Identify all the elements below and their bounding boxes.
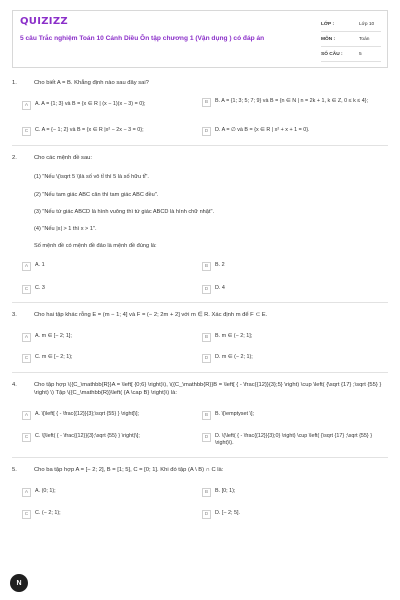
document-header	[12, 10, 388, 68]
option-text: A. (0; 1);	[35, 488, 56, 494]
option-letter: D	[202, 433, 211, 442]
meta-key: SỐ CÂU :	[321, 51, 343, 57]
statement-prompt: Số mệnh đề có mệnh đề đảo là mệnh đề đúng là:	[34, 243, 157, 249]
question-number: 2.	[12, 155, 17, 161]
divider	[12, 457, 388, 458]
option-text: B. m ∈ (− 2; 1];	[215, 333, 253, 339]
option-text: D. \(\left( { - \frac{{12}}{3};0} \right) \cup \left( {\sqrt {17} ;\sqrt {55} } \right)\).	[215, 433, 373, 447]
meta-row-grade	[321, 17, 381, 32]
meta-value: Lớp 10	[359, 21, 375, 27]
option-4d[interactable]	[202, 433, 376, 448]
question-number: 5.	[12, 467, 17, 473]
statement-3: (3) "Nếu tứ giác ABCD là hình vuông thì tứ giác ABCD là hình chữ nhật".	[34, 209, 215, 215]
divider	[12, 372, 388, 373]
question-text: Cho tập hợp \({C_\mathbb{R}}A = \left[ {0;6} \right)\), \({C_\mathbb{R}}B = \left[ { - \frac{{12}}{3};5} \right) \cup \left( {\sqrt {17} ;\sqrt {55} } \right) \) Tập \({C_\mathbb{R}}\left( {A \cap B} \right)\) là:	[34, 382, 382, 396]
statement-4: (4) "Nếu |x| > 1 thì x > 1".	[34, 226, 97, 232]
option-text: C. \[\left( { - \frac{{12}}{3};\sqrt {55} } \right)\];	[35, 433, 140, 439]
option-letter: D	[202, 354, 211, 363]
option-letter: C	[22, 354, 31, 363]
option-2a[interactable]	[22, 262, 192, 271]
option-3d[interactable]	[202, 354, 376, 363]
divider	[12, 302, 388, 303]
option-2c[interactable]	[22, 285, 192, 294]
option-2d[interactable]	[202, 285, 376, 294]
question-text: Cho các mệnh đề sau:	[34, 155, 93, 161]
question-text: Cho ba tập hợp A = [− 2; 2], B = [1; 5], C = [0; 1]. Khi đó tập (A \ B) ∩ C là:	[34, 467, 224, 473]
option-letter: D	[202, 285, 211, 294]
option-5c[interactable]	[22, 510, 192, 519]
option-text: D. 4	[215, 285, 225, 291]
question-number: 4.	[12, 382, 17, 388]
option-4c[interactable]	[22, 433, 192, 442]
option-text: C. 3	[35, 285, 45, 291]
statement-2: (2) "Nếu tam giác ABC cân thì tam giác ABC đều".	[34, 192, 159, 198]
option-letter: C	[22, 510, 31, 519]
option-letter: A	[22, 101, 31, 110]
option-letter: A	[22, 333, 31, 342]
question-text: Cho hai tập khác rỗng E = (m − 1; 4] và F = (− 2; 2m + 2] với m ∈ R. Xác định m để F ⊂ E.	[34, 312, 268, 318]
option-text: D. m ∈ (− 2; 1);	[215, 354, 253, 360]
option-text: C. m ∈ [− 2; 1);	[35, 354, 73, 360]
meta-panel	[321, 17, 381, 62]
option-1d[interactable]	[202, 127, 376, 136]
meta-row-count	[321, 47, 381, 62]
option-text: C. A = {− 1; 2} và B = {x ∈ R |x² − 2x − 3 = 0};	[35, 127, 144, 133]
option-5b[interactable]	[202, 488, 376, 497]
option-3b[interactable]	[202, 333, 376, 342]
option-text: A. A = {1; 3} và B = {x ∈ R | (x − 1)(x − 3) = 0};	[35, 101, 146, 107]
option-4b[interactable]	[202, 411, 376, 420]
option-letter: D	[202, 510, 211, 519]
meta-row-subject	[321, 32, 381, 47]
option-letter: D	[202, 127, 211, 136]
option-text: B. [0; 1);	[215, 488, 236, 494]
question-number: 1.	[12, 80, 17, 86]
option-5a[interactable]	[22, 488, 192, 497]
option-letter: C	[22, 285, 31, 294]
option-4a[interactable]	[22, 411, 192, 420]
option-text: B. A = {1; 3; 5; 7; 9} và B = {n ∈ N | n = 2k + 1, k ∈ Z, 0 ≤ k ≤ 4};	[215, 98, 369, 104]
option-letter: A	[22, 411, 31, 420]
option-letter: A	[22, 488, 31, 497]
option-3c[interactable]	[22, 354, 192, 363]
option-letter: B	[202, 262, 211, 271]
option-letter: A	[22, 262, 31, 271]
option-letter: B	[202, 98, 211, 107]
option-3a[interactable]	[22, 333, 192, 342]
option-letter: B	[202, 488, 211, 497]
option-letter: C	[22, 127, 31, 136]
question-text: Cho biết A = B. Khẳng định nào sau đây sai?	[34, 80, 149, 86]
option-text: A. \[\left[ { - \frac{{12}}{3};\sqrt {55} } \right]\];	[35, 411, 139, 417]
option-letter: C	[22, 433, 31, 442]
option-text: D. [− 2; 5].	[215, 510, 241, 516]
meta-value: Toán	[359, 36, 370, 42]
meta-value: 5	[359, 51, 362, 57]
option-text: A. m ∈ [− 2; 1];	[35, 333, 72, 339]
option-2b[interactable]	[202, 262, 376, 271]
quizizz-logo: QUIZIZZ	[20, 16, 68, 27]
option-1a[interactable]	[22, 101, 192, 110]
option-5d[interactable]	[202, 510, 376, 519]
meta-key: LỚP :	[321, 21, 335, 27]
option-1c[interactable]	[22, 127, 192, 136]
statement-1: (1) "Nếu \(\sqrt 5 \)là số vô tỉ thì 5 là số hữu tỉ".	[34, 174, 149, 180]
option-text: D. A = ∅ và B = {x ∈ R | x² + x + 1 = 0}.	[215, 127, 310, 133]
option-text: A. 1	[35, 262, 45, 268]
option-letter: B	[202, 411, 211, 420]
option-text: C. (− 2; 1);	[35, 510, 61, 516]
option-1b[interactable]	[202, 98, 376, 107]
meta-key: MÔN :	[321, 36, 336, 42]
option-text: B. \[\emptyset \];	[215, 411, 254, 417]
option-letter: B	[202, 333, 211, 342]
page-title: 5 câu Trắc nghiệm Toán 10 Cánh Diều Ôn tập chương 1 (Vận dụng ) có đáp án	[20, 35, 265, 42]
notion-badge-button[interactable]: N	[10, 574, 28, 592]
option-text: B. 2	[215, 262, 225, 268]
question-number: 3.	[12, 312, 17, 318]
divider	[12, 145, 388, 146]
